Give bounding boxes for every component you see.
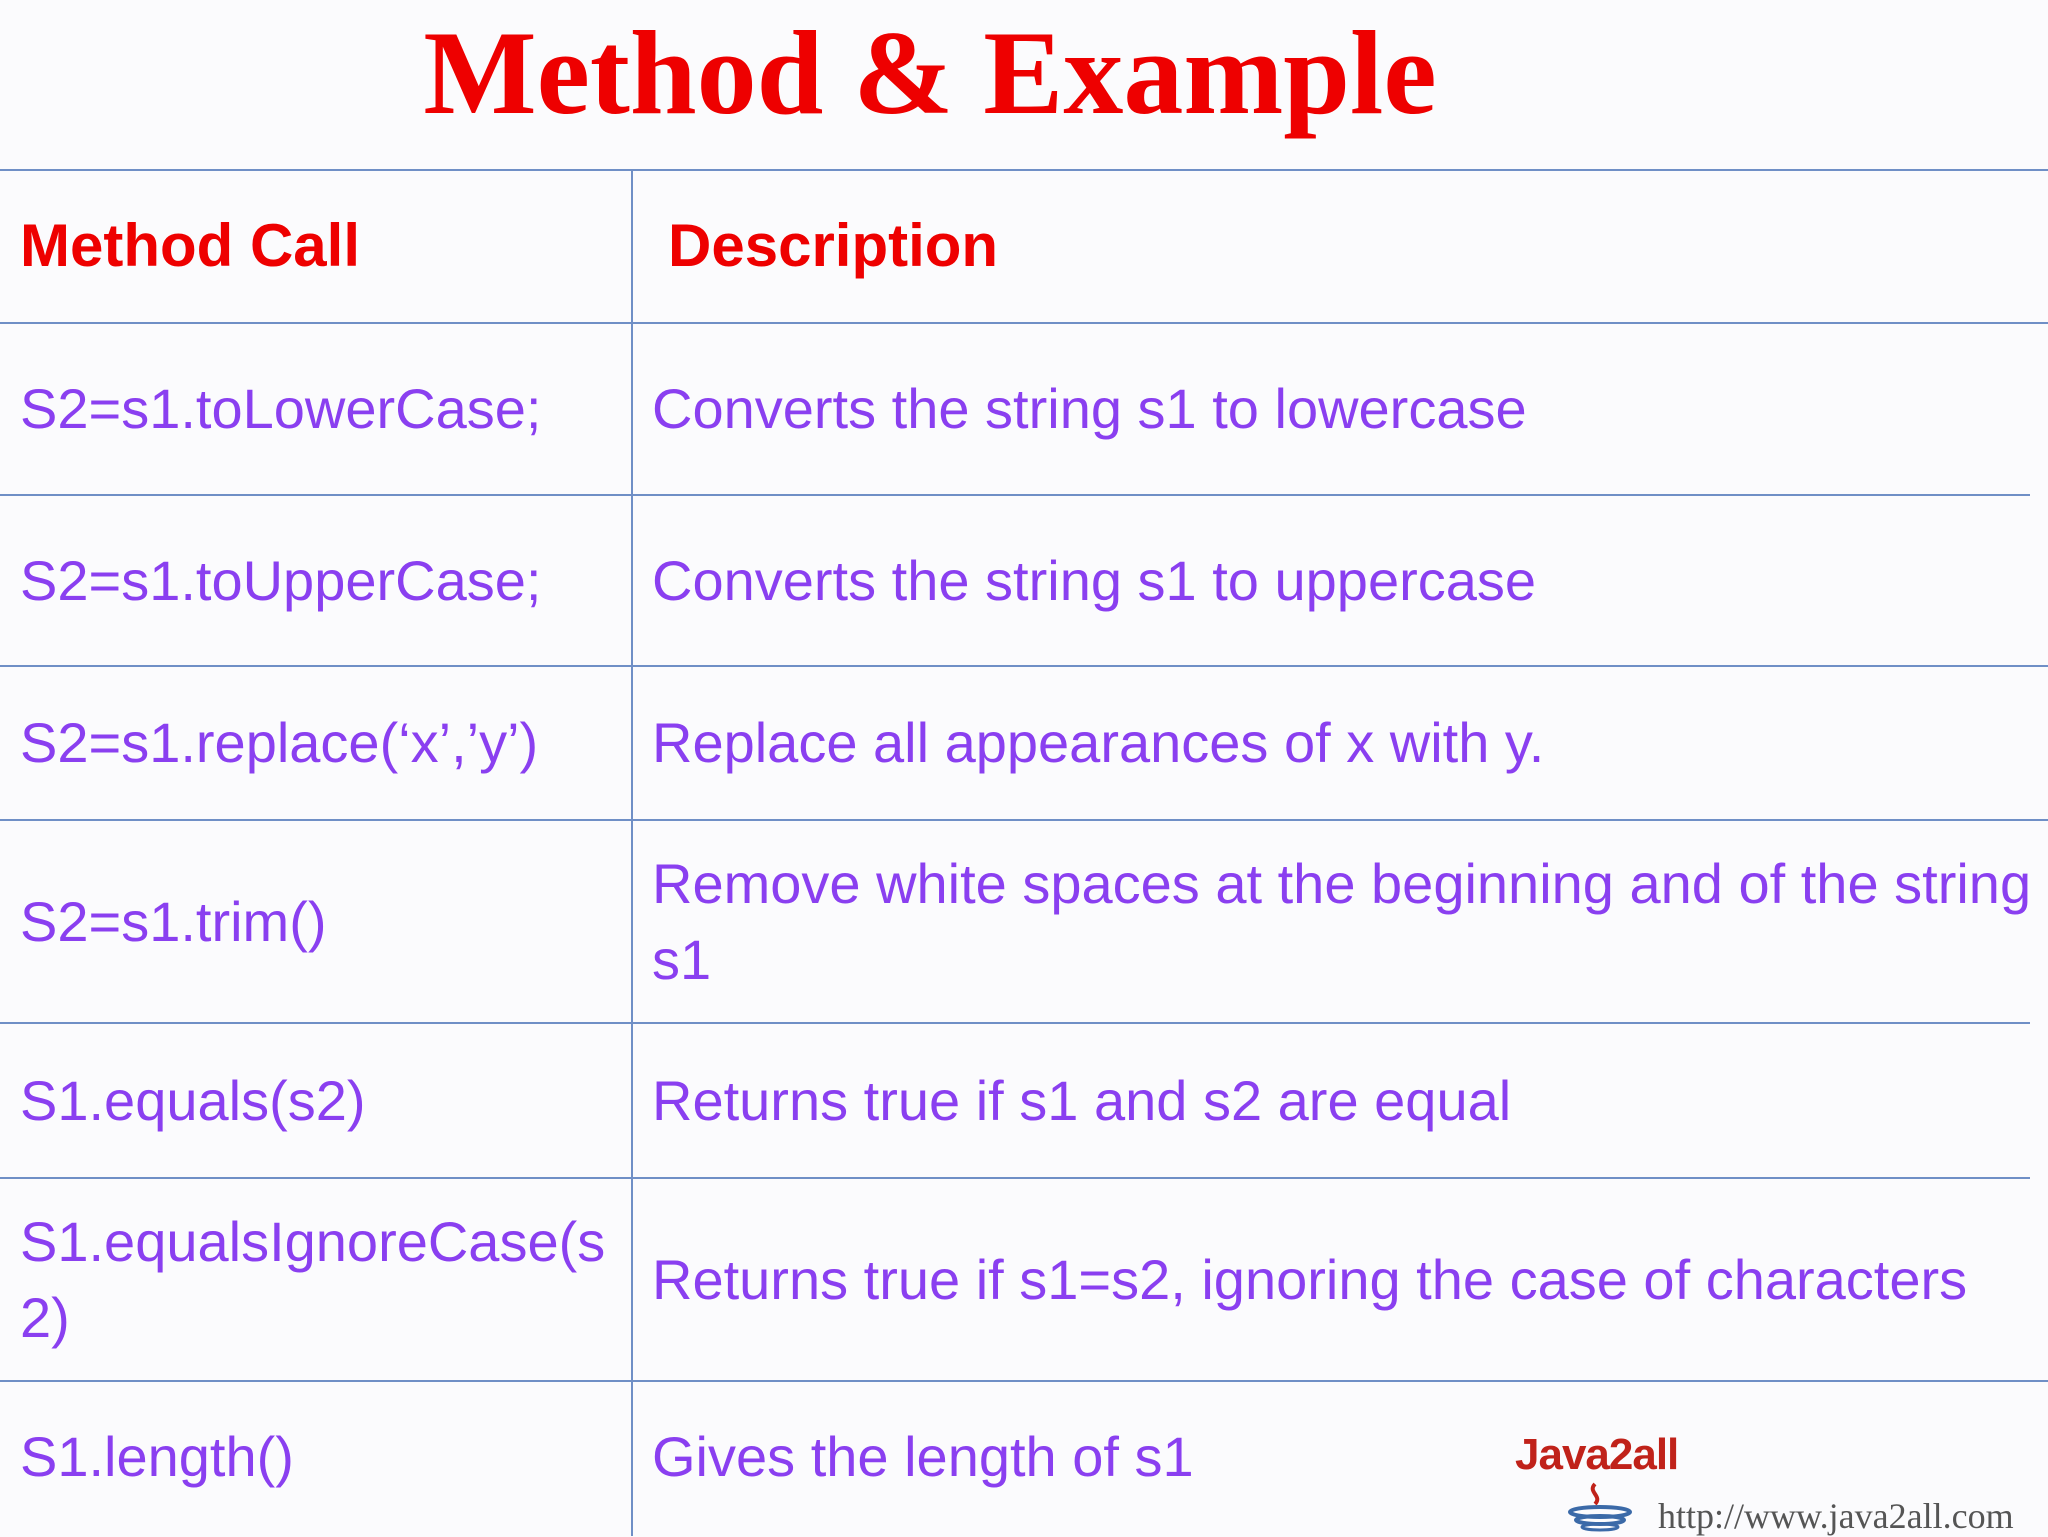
method-cell: S1.equals(s2) — [20, 1068, 366, 1132]
description-cell: Gives the length of s1 — [652, 1425, 1194, 1488]
description-cell: Returns true if s1=s2, ignoring the case of characters — [652, 1247, 1968, 1311]
java2all-logo: Java2all — [1515, 1430, 1679, 1479]
method-cell: S1.equalsIgnoreCase(s2) — [20, 1209, 606, 1349]
description-cell: Converts the string s1 to uppercase — [652, 548, 1537, 612]
description-cell: Converts the string s1 to lowercase — [652, 377, 1527, 440]
method-cell: S2=s1.toLowerCase; — [20, 377, 542, 440]
method-cell: S2=s1.toUpperCase; — [20, 548, 542, 612]
page-title: Method & Example — [423, 6, 1437, 139]
description-cell: Replace all appearances of x with y. — [652, 711, 1545, 774]
method-cell: S2=s1.replace(‘x’,’y’) — [20, 711, 539, 774]
header-method-call: Method Call — [20, 211, 360, 279]
description-cell: Returns true if s1 and s2 are equal — [652, 1068, 1512, 1132]
site-url: http://www.java2all.com — [1658, 1496, 2014, 1536]
method-cell: S2=s1.trim() — [20, 889, 327, 953]
method-table — [0, 169, 2048, 1536]
column-divider — [631, 169, 633, 1536]
header-description: Description — [668, 211, 999, 279]
java-cup-icon — [1565, 1482, 1635, 1532]
description-cell: Remove white spaces at the beginning and of the string s1 — [652, 851, 2032, 991]
method-cell: S1.length() — [20, 1425, 294, 1488]
